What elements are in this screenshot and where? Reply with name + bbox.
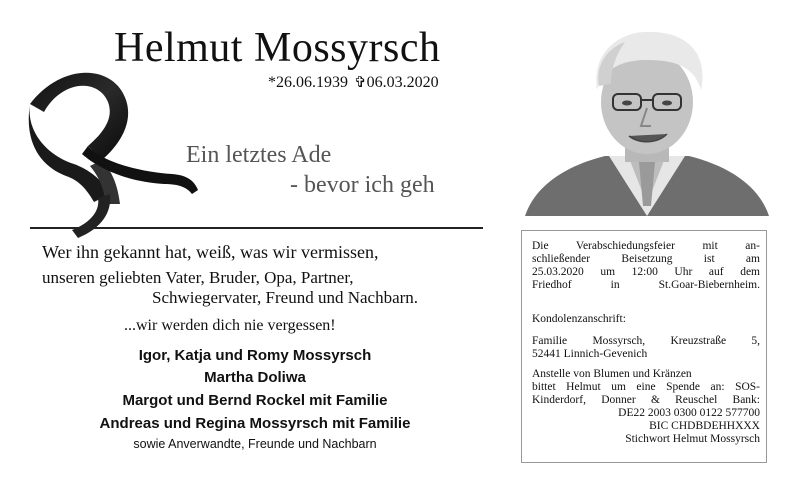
poem-line-1: Wer ihn gekannt hat, weiß, was wir vermissen, [42, 242, 379, 262]
mourner-line: Andreas und Regina Mossyrsch mit Familie [99, 415, 411, 432]
address-line: 52441 Linnich-Gevenich [532, 348, 648, 360]
donation-line: bittet Helmut um eine Spende an: SOS- [532, 381, 760, 393]
poem-line-4: ...wir werden dich nie vergessen! [124, 317, 336, 334]
ceremony-line: Friedhof in St.Goar-Biebernheim. [532, 279, 760, 291]
portrait-photo [525, 26, 769, 216]
donation-line: Anstelle von Blumen und Kränzen [532, 368, 692, 380]
donation-info [532, 368, 760, 446]
mourning-ribbon-image [22, 62, 200, 242]
poem-line-3: Schwiegervater, Freund und Nachbarn. [152, 288, 419, 307]
deceased-name: Helmut Mossyrsch [114, 25, 441, 71]
address-line: Familie Mossyrsch, Kreuzstraße 5, [532, 335, 760, 347]
ceremony-info [532, 240, 760, 292]
ceremony-line: 25.03.2020 um 12:00 Uhr auf dem [532, 266, 760, 278]
death-date: 06.03.2020 [366, 74, 439, 91]
quote-line-2: - bevor ich geh [290, 172, 435, 198]
mourner-line: Igor, Katja und Romy Mossyrsch [138, 347, 372, 364]
mourner-line: Margot und Bernd Rockel mit Familie [122, 392, 388, 409]
condolence-address [532, 335, 760, 361]
life-dates [268, 73, 439, 92]
mourner-closing: sowie Anverwandte, Freunde und Nachbarn [133, 437, 377, 451]
donation-line: Kinderdorf, Donner & Reuschel Bank: [532, 394, 760, 406]
death-cross-icon: ✞ [354, 75, 367, 91]
poem-line-2: unseren geliebten Vater, Bruder, Opa, Partner, [42, 268, 354, 287]
divider [30, 227, 483, 229]
bic: BIC CHDBDEHHXXX [649, 420, 760, 432]
ceremony-line: Die Verabschiedungsfeier mit an- [532, 240, 760, 252]
mourner-line: Martha Doliwa [204, 369, 306, 386]
ceremony-line: schließender Beisetzung ist am [532, 253, 760, 265]
donation-keyword: Stichwort Helmut Mossyrsch [625, 433, 760, 445]
quote-line-1: Ein letztes Ade [186, 142, 332, 168]
condolence-label: Kondolenzanschrift: [532, 313, 626, 325]
iban: DE22 2003 0300 0122 577700 [618, 407, 760, 419]
birth-date: *26.06.1939 [268, 74, 348, 91]
